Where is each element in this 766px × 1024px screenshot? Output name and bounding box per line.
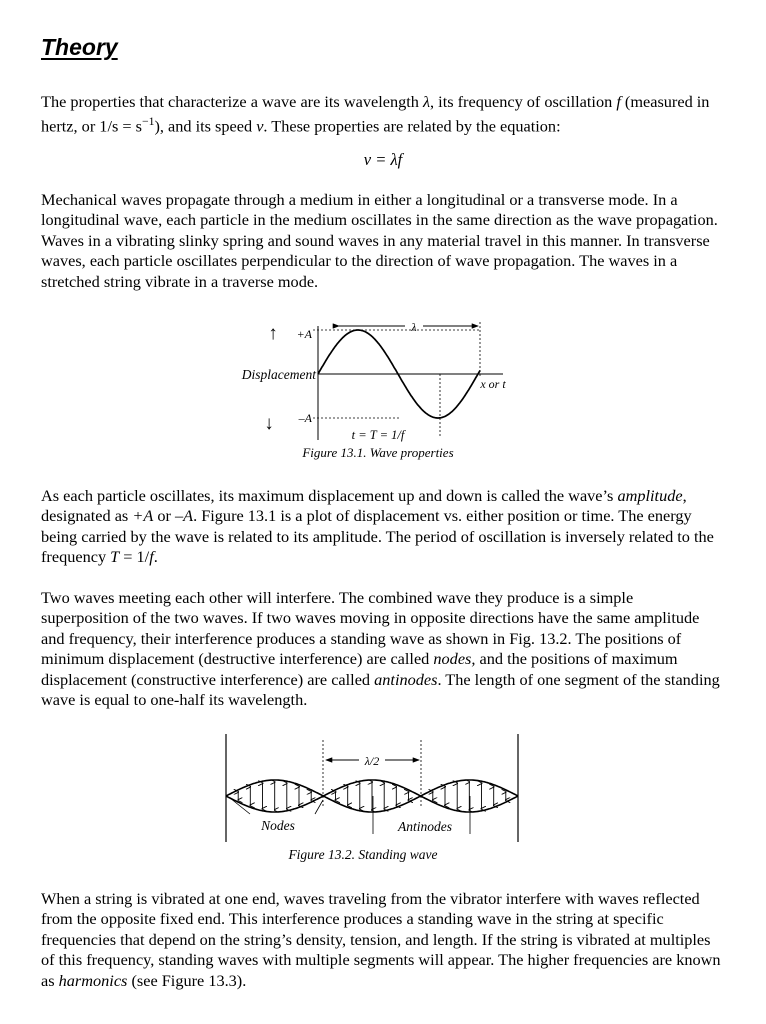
text-run: , its frequency of oscillation [430,92,617,111]
text-run: As each particle oscillates, its maximum displacement up and down is called the wave’s [41,486,618,505]
minus-amplitude-label: –A [298,411,312,425]
text-run: v [256,116,264,136]
plus-amplitude-label: +A [296,327,312,341]
figure-13-1-caption: Figure 13.1. Wave properties [302,445,454,460]
text-run: T [110,547,120,567]
up-arrow-icon: ↑ [268,323,278,344]
figure-13-2-caption: Figure 13.2. Standing wave [288,847,438,862]
text-run: nodes, [433,649,476,669]
text-run: antinodes [374,669,438,689]
text-run: f [149,547,154,567]
text-run: Mechanical waves propagate through a medium in either a longitudinal or a transverse mode. In a longitudinal wave, each particle in the medium oscillates in the same direction as the wave propagation. Waves in a vibrating slinky spring and sound waves in any material travel in this manner. In transverse waves, each particle oscillates perpendicular to the direction of wave propagation. The waves in a stretched string vibrate in a traverse mode. [41,190,718,291]
paragraph-wave-modes [41,190,721,292]
vibration-arrows [238,782,506,810]
antinodes-label: Antinodes [398,819,452,834]
text-run: or [153,506,175,526]
wavelength-label: λ [411,320,417,334]
text-run: ), and its speed [154,116,257,136]
text-run: λ [422,92,431,111]
figure-standing-wave [220,730,530,870]
figure-wave-properties [225,318,525,468]
paragraph-wave-properties [41,92,721,137]
text-run: harmonics [58,970,128,990]
text-run: +A [132,506,154,526]
text-run: The properties that characterize a wave are its wavelength [41,92,423,111]
x-or-t-label: x or t [480,377,506,391]
text-run: , designated as [41,486,687,526]
wave-equation: v = λf [363,150,403,169]
nodes-label: Nodes [261,818,295,833]
text-run: (see Figure 13.3). [127,970,247,990]
text-run: . The length of one segment of the standing wave is equal to one-half its wavelength. [41,669,720,710]
half-wavelength-label: λ/2 [364,754,380,768]
text-run: . [153,547,158,567]
text-run: –A [174,506,194,526]
text-run: f [616,92,621,111]
period-label: t = T = 1/f [351,428,405,442]
section-heading: Theory [41,34,118,60]
text-run: . These properties are related by the equation: [263,116,561,136]
text-run: −1 [141,115,155,129]
text-run: = 1/ [119,547,150,567]
text-run: . Figure 13.1 is a plot of displacement vs. either position or time. The energy being carried by the wave is related to its amplitude. The period of oscillation is inversely related to the frequency [41,506,714,567]
text-run: amplitude [617,486,683,505]
down-arrow-icon: ↓ [264,413,274,434]
paragraph-harmonics [41,889,721,991]
text-run: Two waves meeting each other will interfere. The combined wave they produce is a simple superposition of the two waves. If two waves moving in opposite directions have the same amplitude and frequency, their interference produces a standing wave as shown in Fig. 13.2. The positions of minimum displacement (destructive interference) are called [41,588,700,669]
paragraph-amplitude [41,486,721,568]
paragraph-interference [41,588,721,710]
nodes-leader-right [315,800,323,814]
text-run: (measured in hertz, or 1/s = s [41,92,710,136]
text-run: and the positions of maximum displacement (constructive interference) are called [41,649,678,689]
displacement-axis-label: Displacement [241,367,316,382]
text-run: When a string is vibrated at one end, waves traveling from the vibrator interfere with waves reflected from the opposite fixed end. This interference produces a standing wave in the string at specific frequencies that depend on the string’s density, tension, and length. If the string is vibrated at multiples of this frequency, standing waves with multiple segments will appear. The higher frequencies are known as [41,889,721,990]
